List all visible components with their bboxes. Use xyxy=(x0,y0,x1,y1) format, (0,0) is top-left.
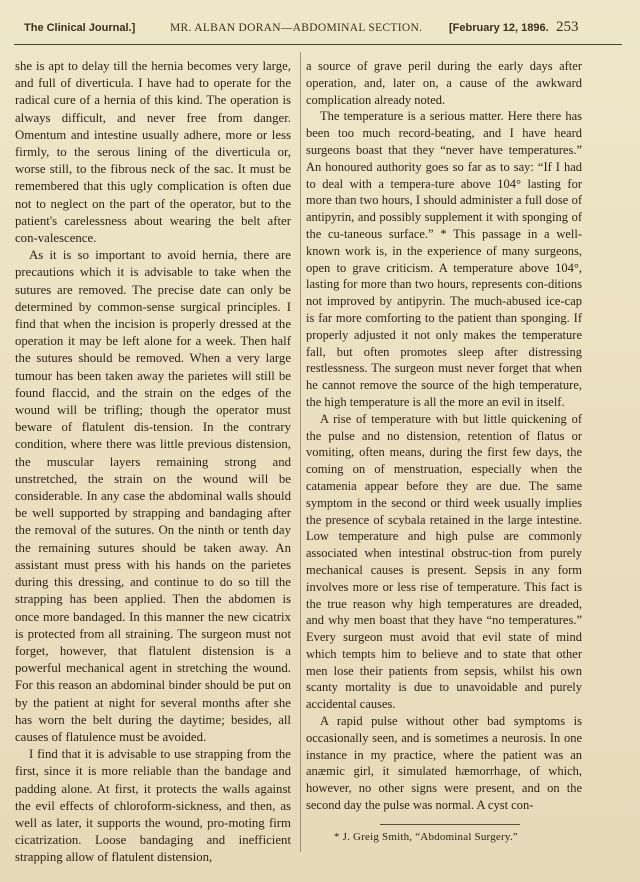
column-divider xyxy=(300,52,301,852)
journal-title: The Clinical Journal.] xyxy=(24,22,136,34)
footnote: * J. Greig Smith, “Abdominal Surgery.” xyxy=(334,831,518,843)
page-number: 253 xyxy=(556,19,579,35)
paragraph: A rapid pulse without other bad symptoms is occasionally seen, and is sometimes a neurosis. In one instance in my practice, where the patient was an anæmic girl, it simulated hæmorrhage, of which, however, no other signs were present, and on the second day the pulse was normal. A cyst con- xyxy=(306,714,582,813)
issue-date: [February 12, 1896. xyxy=(449,22,549,34)
footnote-rule xyxy=(380,824,520,825)
paragraph: she is apt to delay till the hernia becomes very large, and full of diverticula. I have had to operate for the radical cure of a hernia of this kind. The operation is always difficult, and never free from danger. Omentum and intestine usually adhere, more or less firmly, to the serous lining of the diverticula or, worse still, to the fibrous neck of the sac. It must be remembered that this ugly complication is often due not to neglect on the part of the operator, but to the patient's carelessness about wearing the belt after con-valescence. xyxy=(15,59,291,246)
paragraph: A rise of temperature with but little quickening of the pulse and no distension, retention of flatus or vomiting, often means, during the first few days, the coming on of menstruation, especially when the catamenia appear before they are due. The same symptom in the second or third week usually implies the presence of scybala retained in the large intestine. Low temperature and high pulse are commonly associated when intestinal obstruc-tion from purely mechanical causes is present. Sepsis in any form involves more or less rise of temperature. This fact is the true reason why high temperatures are dreaded, and why men boast that they have “no temperatures.” Every surgeon must avoid that evil state of mind which tempts him to believe and to state that other men lose their patients from sepsis, whilst his own scanty mortality is due to unavoidable and purely accidental causes. xyxy=(306,411,582,712)
paragraph: a source of grave peril during the early days after operation, and, later on, a cause of the awkward complication already noted. xyxy=(306,59,582,107)
header-rule xyxy=(14,44,622,45)
left-column xyxy=(15,58,291,867)
right-column xyxy=(306,58,582,814)
running-header xyxy=(24,18,618,42)
paragraph: The temperature is a serious matter. Here there has been too much record-beating, and I have heard surgeons boast that they “never have temperatures.” An honoured authority goes so far as to say: “If I had to deal with a tempera-ture above 104° lasting for more than two hours, I should administer a full dose of antipyrin, and possibly supplement it with sponging of the cu-taneous surface.” * This passage in a well-known work is, in the experience of many surgeons, open to grave criticism. A temperature above 104°, lasting for more than two hours, represents con-ditions not improved by antipyrin. The much-abused ice-cap is far more comforting to the patient than sponging. If properly adjusted it not only makes the temperature fall, but often promotes sleep after distressing restlessness. The surgeon must never forget that when he cannot remove the source of the high temperature, the high temperature is all the more an evil in itself. xyxy=(306,109,582,409)
paragraph: I find that it is advisable to use strapping from the first, since it is more reliable than the bandage and padding alone. At first, it protects the walls against the evil effects of chloroform-sickness, and then, as well as later, it supports the wound, pro-moting firm cicatrization. Loose bandaging and inefficient strapping allow of flatulent distension, xyxy=(15,747,291,865)
paragraph: As it is so important to avoid hernia, there are precautions which it is advisable to take when the sutures are removed. The precise date can only be determined by common-sense surgical principles. I find that when the incision is properly dressed at the operation it may be left alone for a week. Then half the sutures should be removed. When a very large tumour has been taken away the parietes will still be found flaccid, and the strain on the edges of the wound will be trifling; though the operator must beware of flatulent dis-tension. In the contrary condition, where there was little previous distension, the muscular layers remaining strong and unstretched, the strain on the wound will be considerable. In any case the abdominal walls should be well supported by strapping and bandaging after the removal of the sutures. On the ninth or tenth day the remaining sutures should be taken away. An assistant must press with his hands on the parietes during this dressing, and continue to do so till the strapping has been applied. Then the abdomen is once more bandaged. In this manner the new cicatrix is protected from all straining. The surgeon must not forget, however, that flatulent distension is a powerful mechanical agent in stretching the wound. For this reason an abdominal binder should be put on by the patient at night for several months after she has worn the belt during the daytime; besides, all causes of flatulence must be avoided. xyxy=(15,248,291,744)
running-title: MR. ALBAN DORAN—ABDOMINAL SECTION. xyxy=(170,22,423,34)
